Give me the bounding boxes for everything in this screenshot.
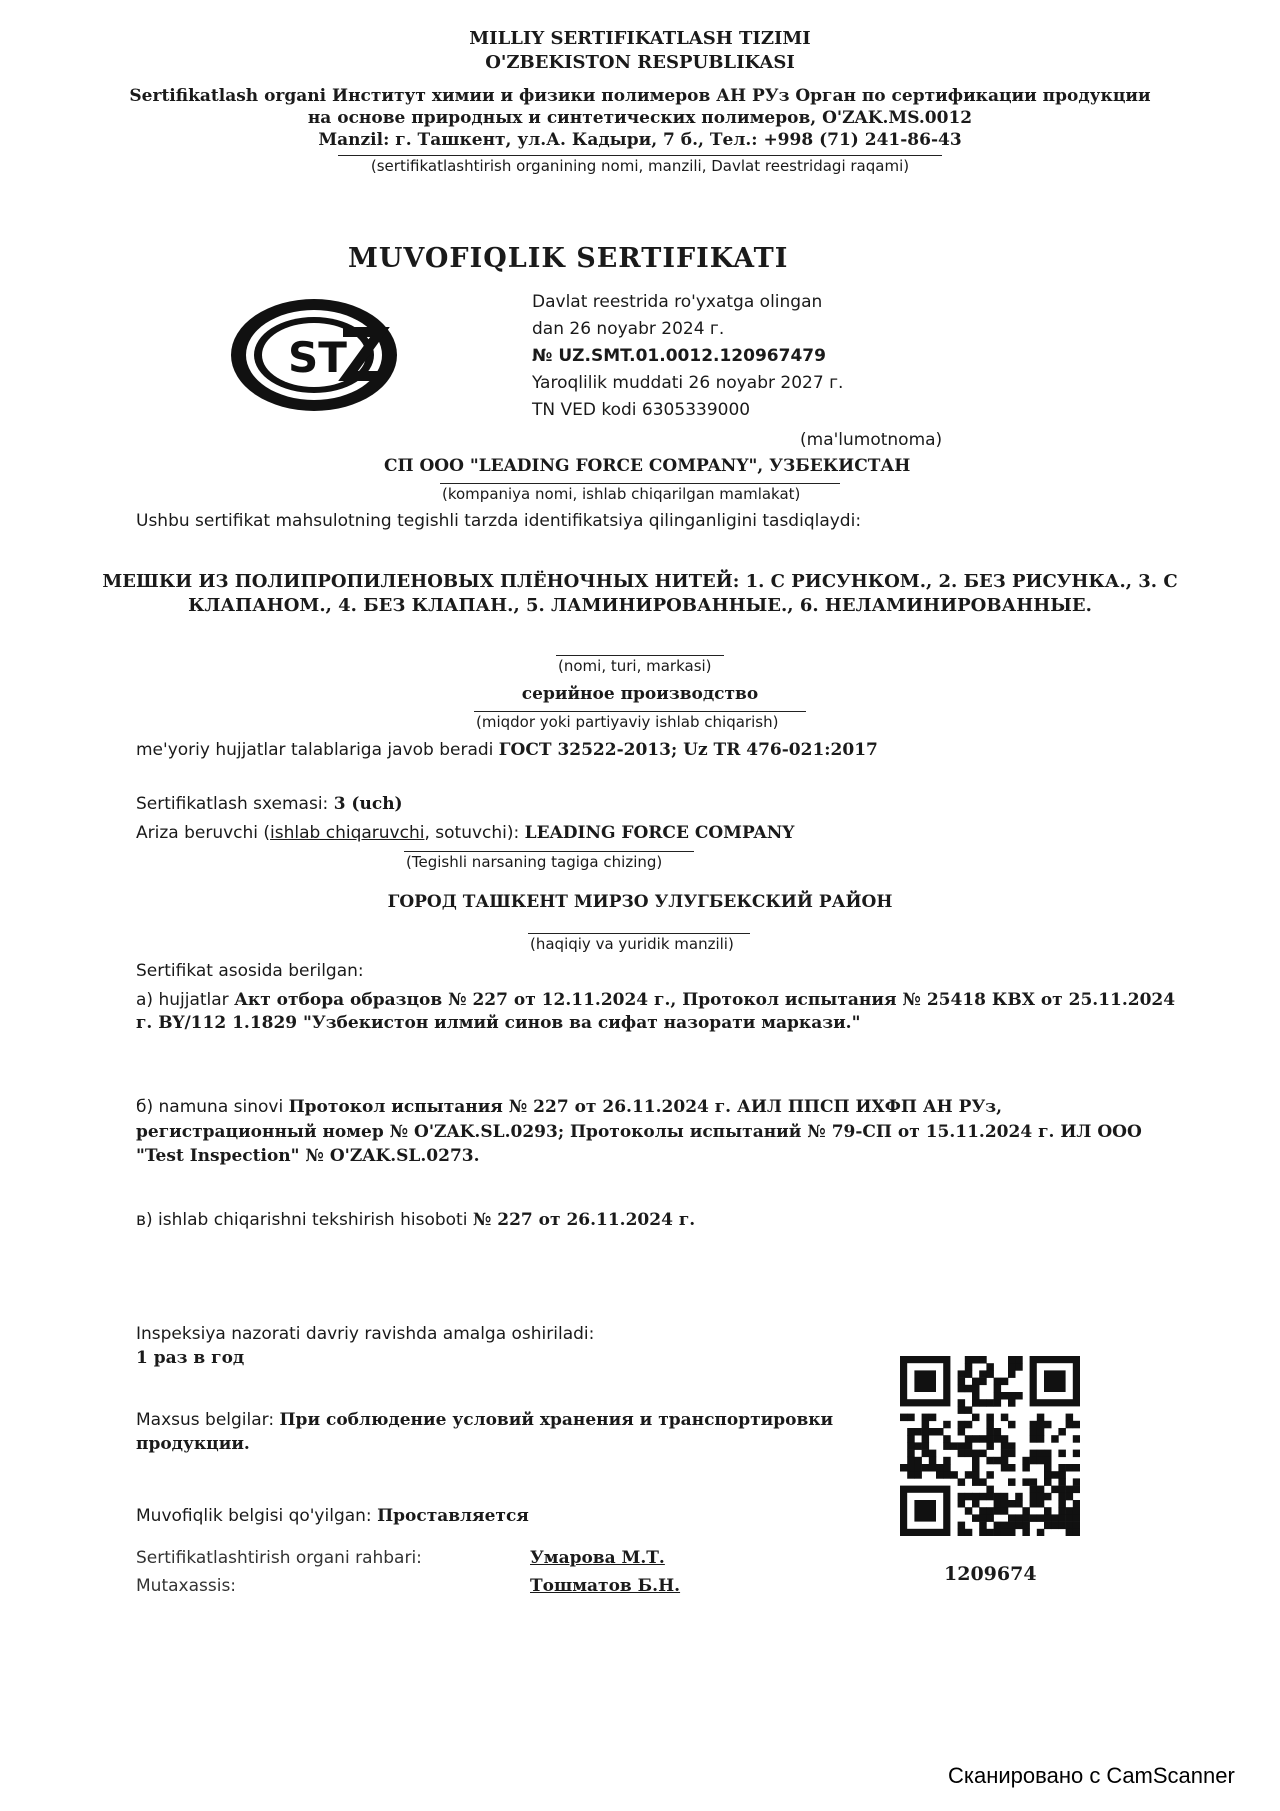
applicant-caption: (Tegishli narsaning tagiga chizing)	[406, 853, 663, 871]
applicant-value: LEADING FORCE COMPANY	[524, 823, 795, 843]
basis-b-line-3: "Test Inspection" № O'ZAK.SL.0273.	[136, 1146, 480, 1166]
certificate-title: MUVOFIQLIK SERTIFIKATI	[348, 243, 789, 274]
caption-line	[556, 655, 724, 656]
qr-code-icon	[900, 1356, 1080, 1536]
production-type: серийное производство	[521, 684, 759, 704]
expert-label: Mutaxassis:	[136, 1576, 237, 1596]
applicant-label-post: , sotuvchi):	[424, 823, 520, 843]
mark-label: Muvofiqlik belgisi qo'yilgan:	[136, 1506, 372, 1526]
production-caption: (miqdor yoki partiyaviy ishlab chiqarish)	[476, 713, 779, 731]
basis-b-line-1: Протокол испытания № 227 от 26.11.2024 г. АИЛ ППСП ИХФП АН РУз,	[288, 1097, 1003, 1117]
special-value-2: продукции.	[136, 1434, 250, 1454]
basis-c-value: № 227 от 26.11.2024 г.	[472, 1210, 696, 1230]
stz-logo-text: ST	[288, 333, 347, 382]
basis-a-prefix: а) hujjatlar	[136, 990, 229, 1010]
applicant-address: ГОРОД ТАШКЕНТ МИРЗО УЛУГБЕКСКИЙ РАЙОН	[387, 892, 893, 912]
caption-line	[440, 483, 840, 484]
special-value-1: При соблюдение условий хранения и транспортировки	[279, 1410, 834, 1430]
organ-caption: (sertifikatlashtirish organining nomi, manzili, Davlat reestridagi raqami)	[370, 157, 910, 175]
caption-line	[338, 155, 942, 156]
system-title: MILLIY SERTIFIKATLASH TIZIMI	[469, 28, 811, 49]
qr-number: 1209674	[944, 1563, 1037, 1585]
republic-title: O'ZBEKISTON RESPUBLIKASI	[485, 52, 795, 73]
inspection-label: Inspeksiya nazorati davriy ravishda amalga oshiriladi:	[136, 1324, 595, 1344]
special-label: Maxsus belgilar:	[136, 1410, 275, 1430]
caption-line	[474, 711, 806, 712]
basis-c-prefix: в) ishlab chiqarishni tekshirish hisoboti	[136, 1210, 468, 1230]
product-line-1: МЕШКИ ИЗ ПОЛИПРОПИЛЕНОВЫХ ПЛЁНОЧНЫХ НИТЕЙ: 1. С РИСУНКОМ., 2. БЕЗ РИСУНКА., 3. С	[102, 571, 1178, 592]
head-label: Sertifikatlashtirish organi rahbari:	[136, 1548, 422, 1568]
product-caption: (nomi, turi, markasi)	[558, 657, 712, 675]
scanner-watermark: Сканировано с CamScanner	[948, 1763, 1235, 1788]
stz-emblem-icon	[228, 296, 400, 414]
standards-label: me'yoriy hujjatlar talablariga javob beradi	[136, 740, 494, 760]
mark-value: Проставляется	[377, 1506, 529, 1526]
basis-b-prefix: б) namuna sinovi	[136, 1097, 284, 1117]
inspection-value: 1 раз в год	[136, 1348, 245, 1368]
organ-line-1: Sertifikatlash organi Институт химии и физики полимеров АН РУз Орган по сертификации продукции	[129, 86, 1151, 106]
head-name: Умарова М.Т.	[530, 1548, 665, 1568]
address-caption: (haqiqiy va yuridik manzili)	[530, 935, 734, 953]
product-line-2: КЛАПАНОМ., 4. БЕЗ КЛАПАН., 5. ЛАМИНИРОВАННЫЕ., 6. НЕЛАМИНИРОВАННЫЕ.	[188, 595, 1092, 616]
registry-number: № UZ.SMT.01.0012.120967479	[532, 346, 826, 366]
organ-line-2: на основе природных и синтетических полимеров, O'ZAK.MS.0012	[307, 108, 973, 128]
caption-line	[528, 933, 750, 934]
tn-ved-code: TN VED kodi 6305339000	[532, 400, 751, 420]
registry-note: (ma'lumotnoma)	[800, 430, 943, 450]
caption-line	[404, 851, 694, 852]
basis-a-line-1: Акт отбора образцов № 227 от 12.11.2024 г., Протокол испытания № 25418 КВХ от 25.11.2024	[234, 990, 1176, 1010]
registry-line-1: Davlat reestrida ro'yxatga olingan	[532, 292, 823, 312]
scheme-label: Sertifikatlash sxemasi:	[136, 794, 329, 814]
registry-date: dan 26 noyabr 2024 г.	[532, 319, 725, 339]
validity-date: Yaroqlilik muddati 26 noyabr 2027 г.	[532, 373, 844, 393]
basis-b-line-2: регистрационный номер № O'ZAK.SL.0293; Протоколы испытаний № 79-СП от 15.11.2024 г. ИЛ ООО	[136, 1122, 1142, 1142]
scheme-value: 3 (uch)	[333, 794, 403, 814]
organ-address: Manzil: г. Ташкент, ул.А. Кадыри, 7 б., Тел.: +998 (71) 241-86-43	[318, 130, 962, 150]
applicant-label-underlined: ishlab chiqaruvchi	[270, 823, 425, 843]
standards-value: ГОСТ 32522-2013; Uz TR 476-021:2017	[498, 740, 878, 760]
basis-label: Sertifikat asosida berilgan:	[136, 961, 364, 981]
confirm-text: Ushbu sertifikat mahsulotning tegishli tarzda identifikatsiya qilinganligini tasdiqlaydi:	[136, 511, 862, 531]
applicant-label-pre: Ariza beruvchi (	[136, 823, 271, 843]
company-name: СП ООО "LEADING FORCE COMPANY", УЗБЕКИСТАН	[384, 456, 911, 476]
basis-a-line-2: г. BY/112 1.1829 "Узбекистон илмий синов ва сифат назорати маркази."	[136, 1013, 861, 1033]
expert-name: Тошматов Б.Н.	[530, 1576, 681, 1596]
company-caption: (kompaniya nomi, ishlab chiqarilgan mamlakat)	[442, 485, 801, 503]
